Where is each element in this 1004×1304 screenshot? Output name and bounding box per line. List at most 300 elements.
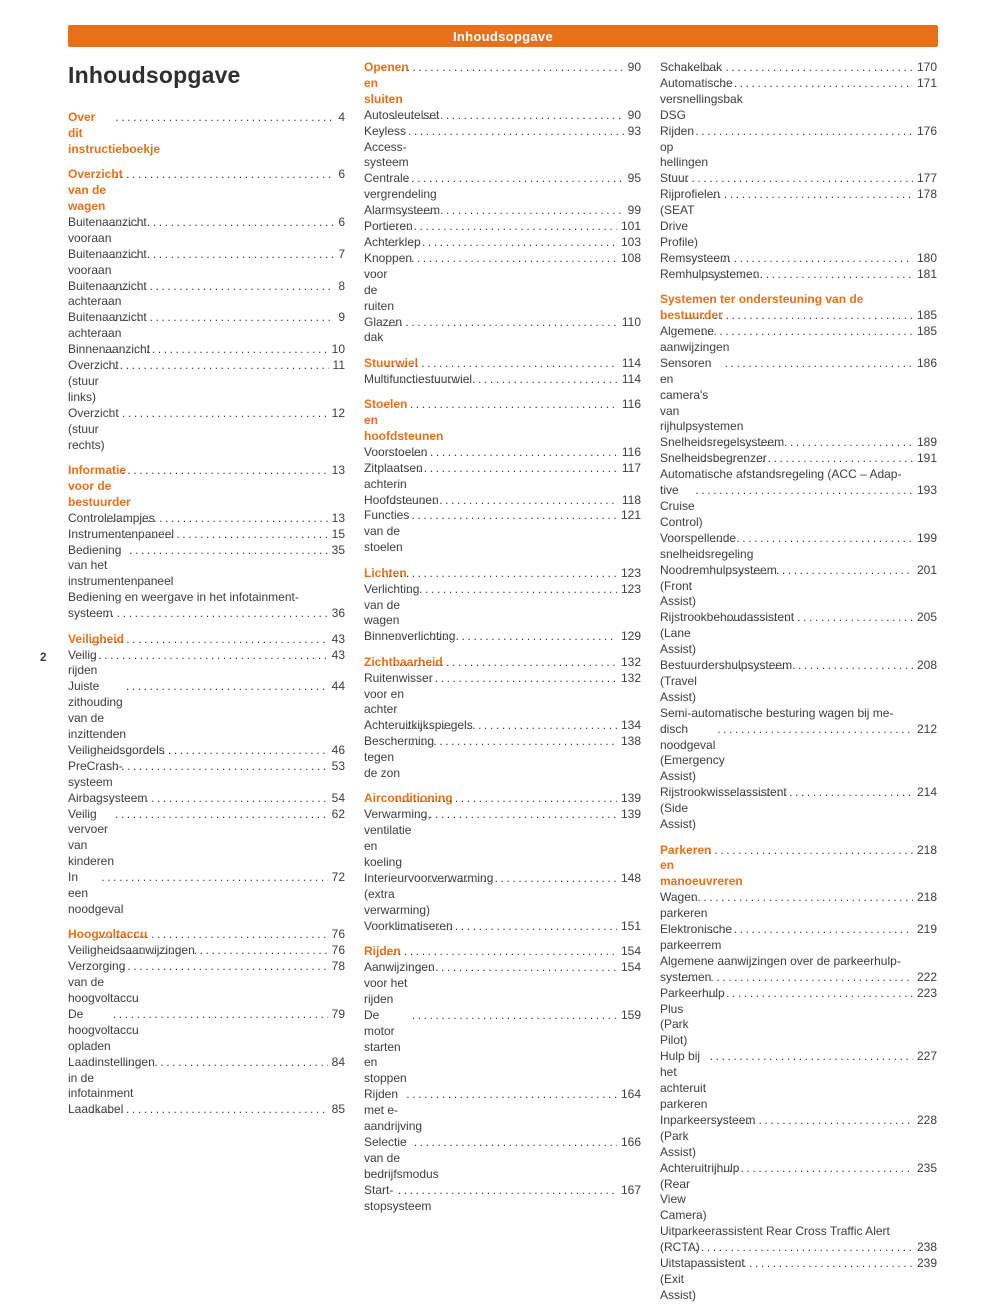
dot-leader xyxy=(388,315,618,331)
toc-entry xyxy=(660,76,937,124)
toc-page-number: 13 xyxy=(331,463,345,478)
toc-entry xyxy=(660,1224,937,1240)
dot-leader xyxy=(721,658,913,674)
toc-entry xyxy=(364,372,641,388)
toc-entry-label: Veiligheidsaanwijzingen xyxy=(68,943,195,958)
toc-heading xyxy=(364,944,641,960)
toc-entry-label: Airconditioning xyxy=(364,791,453,806)
toc-heading xyxy=(660,308,937,324)
dot-leader xyxy=(392,493,618,509)
toc-entry-label: Elektronische parkeerrem xyxy=(660,922,733,952)
toc-entry xyxy=(364,718,641,734)
dot-leader xyxy=(708,843,913,859)
toc-heading xyxy=(68,110,345,158)
toc-page-number: 116 xyxy=(621,444,641,459)
dot-leader xyxy=(716,76,913,92)
toc-entry xyxy=(68,648,345,680)
toc-entry-label: systemen xyxy=(660,969,712,984)
toc-page-number: 85 xyxy=(331,1102,345,1117)
toc-entry-label: Bestuurdershulpsysteem (Travel Assist) xyxy=(660,658,793,704)
dot-leader xyxy=(401,60,624,76)
toc-heading xyxy=(364,60,641,108)
dot-leader xyxy=(695,483,913,499)
toc-entry-label: Bediening en weergave in het infotainment- xyxy=(68,590,299,605)
dot-leader xyxy=(410,397,618,413)
toc-entry-label: (RCTA) xyxy=(660,1240,700,1255)
toc-page-number: 177 xyxy=(916,171,937,186)
toc-page-number: 170 xyxy=(916,60,937,74)
toc-entry-label: Rijden met e-aandrijving xyxy=(364,1087,423,1134)
dot-leader xyxy=(429,871,617,887)
toc-page-number: 116 xyxy=(621,397,641,412)
toc-page-number: 239 xyxy=(916,1256,937,1271)
toc-entry xyxy=(364,124,641,172)
toc-entry-label: Achteruitrijhulp (Rear View Camera) xyxy=(660,1160,740,1223)
dot-leader xyxy=(110,406,328,422)
toc-entry-label: Voorspellende snelheidsregeling xyxy=(660,530,754,561)
toc-page-number: 9 xyxy=(338,310,345,325)
toc-entry xyxy=(364,445,641,461)
toc-entry xyxy=(660,267,937,283)
toc-entry xyxy=(660,890,937,922)
dot-leader xyxy=(392,108,623,124)
toc-entry xyxy=(68,215,345,247)
dot-leader xyxy=(710,1049,913,1065)
dot-leader xyxy=(113,1007,328,1023)
toc-entry xyxy=(660,610,937,658)
toc-entry-label: Hulp bij het achteruit parkeren xyxy=(660,1049,708,1111)
toc-page-number: 108 xyxy=(620,250,641,265)
dot-leader xyxy=(388,445,617,461)
toc-entry-label: Functies van de stoelen xyxy=(364,508,410,555)
dot-leader xyxy=(111,943,328,959)
header-title: Inhoudsopgave xyxy=(453,28,553,44)
toc-page-number: 8 xyxy=(338,278,345,293)
toc-entry xyxy=(660,356,937,436)
dot-leader xyxy=(111,247,334,263)
toc-entry-label: Keyless Access-systeem xyxy=(364,123,409,170)
toc-entry-label: bestuurder xyxy=(660,308,723,323)
dot-leader xyxy=(718,785,913,801)
toc-page-number: 181 xyxy=(916,266,937,281)
toc-entry xyxy=(68,807,345,871)
toc-entry-label: Snelheidsregelsysteem xyxy=(660,435,785,450)
toc-page-number: 101 xyxy=(620,219,641,234)
dot-leader xyxy=(121,463,327,479)
dot-leader xyxy=(694,267,912,283)
toc-entry xyxy=(364,219,641,235)
toc-page-number: 228 xyxy=(916,1112,937,1127)
toc-entry-label: Laadinstellingen in de infotainment xyxy=(68,1054,155,1101)
dot-leader xyxy=(121,959,327,975)
toc-page-number: 154 xyxy=(620,960,641,975)
toc-entry-label: Portieren xyxy=(364,219,413,234)
toc-page-number: 134 xyxy=(620,718,641,733)
toc-entry xyxy=(660,531,937,563)
toc-page-number: 176 xyxy=(916,123,937,138)
dot-leader xyxy=(126,679,328,695)
toc-page-number: 185 xyxy=(916,324,937,338)
toc-entry-label: Over dit instructieboekje xyxy=(68,110,161,156)
toc-entry xyxy=(364,235,641,251)
dot-leader xyxy=(711,1113,913,1129)
toc-page-number: 180 xyxy=(916,250,937,265)
dot-leader xyxy=(92,648,327,664)
toc-entry-label: Binnenverlichting xyxy=(364,629,456,644)
dot-leader xyxy=(380,944,617,960)
toc-entry xyxy=(68,406,345,454)
toc-page-number: 139 xyxy=(620,807,641,822)
toc-entry xyxy=(364,1008,641,1088)
toc-entry xyxy=(660,171,937,187)
dot-leader xyxy=(129,543,328,559)
toc-entry xyxy=(660,970,937,986)
toc-entry-label: Remhulpsystemen xyxy=(660,266,760,281)
dot-leader xyxy=(98,342,327,358)
dot-leader xyxy=(717,563,913,579)
toc-page-number: 171 xyxy=(916,75,937,90)
toc-entry xyxy=(364,1183,641,1215)
toc-page-number: 76 xyxy=(331,927,345,942)
toc-page-number: 219 xyxy=(916,922,937,937)
toc-entry-label: Interieurvoorverwarming (extra verwarming) xyxy=(364,871,494,917)
toc-heading xyxy=(660,843,937,891)
toc-page-number: 72 xyxy=(331,870,345,885)
toc-page-number: 79 xyxy=(331,1006,345,1021)
toc-entry-label: Voorstoelen xyxy=(364,444,428,459)
toc-entry-label: Semi-automatische besturing wagen bij me- xyxy=(660,705,894,720)
toc-page-number: 78 xyxy=(331,959,345,974)
toc-entry xyxy=(364,108,641,124)
toc-page-number: 15 xyxy=(331,526,345,541)
toc-entry xyxy=(660,435,937,451)
toc-page-number: 114 xyxy=(621,355,641,370)
dot-leader xyxy=(98,791,328,807)
toc-entry-label: Ruitenwisser voor en achter xyxy=(364,670,433,717)
toc-page-number: 36 xyxy=(331,606,345,621)
toc-page-number: 117 xyxy=(621,460,641,475)
toc-page-number: 208 xyxy=(916,658,937,673)
toc-entry xyxy=(660,986,937,1050)
toc-page-number: 123 xyxy=(620,565,641,580)
toc-page-number: 93 xyxy=(627,123,641,138)
toc-entry xyxy=(68,1055,345,1103)
dot-leader xyxy=(717,722,913,738)
toc-entry xyxy=(68,791,345,807)
toc-entry xyxy=(68,1102,345,1118)
dot-leader xyxy=(384,219,617,235)
dot-leader xyxy=(708,986,913,1002)
toc-page-number: 201 xyxy=(916,562,937,577)
dot-leader xyxy=(681,970,913,986)
toc-page-number: 159 xyxy=(620,1007,641,1022)
toc-entry-label: tive Cruise Control) xyxy=(660,483,703,529)
toc-entry-label: Rijstrookbehoudassistent (Lane Assist) xyxy=(660,610,795,657)
toc-entry xyxy=(364,493,641,509)
toc-entry xyxy=(660,1161,937,1225)
toc-entry-label: Schakelbak xyxy=(660,60,723,74)
toc-entry-label: Alarmsysteem xyxy=(364,203,441,218)
toc-page-number: 10 xyxy=(331,342,345,357)
toc-entry-label: Parkeren en manoeuvreren xyxy=(660,842,743,889)
toc-heading xyxy=(364,791,641,807)
toc-entry xyxy=(364,315,641,347)
toc-entry-label: Automatische versnellingsbak DSG xyxy=(660,75,743,122)
toc-entry xyxy=(660,187,937,251)
dot-leader xyxy=(405,251,617,267)
toc-entry-label: Remsysteem xyxy=(660,250,731,265)
dot-leader xyxy=(103,743,328,759)
toc-entry xyxy=(660,324,937,356)
dot-leader xyxy=(410,734,617,750)
toc-page-number: 139 xyxy=(620,791,641,806)
dot-leader xyxy=(712,187,913,203)
page-title: Inhoudsopgave xyxy=(68,62,241,88)
toc-page-number: 148 xyxy=(620,871,641,885)
dot-leader xyxy=(108,358,329,374)
toc-page-number: 6 xyxy=(338,167,345,182)
toc-entry-label: Bediening van het instrumentenpaneel xyxy=(68,542,174,589)
dot-leader xyxy=(701,435,913,451)
toc-entry xyxy=(68,358,345,406)
toc-entry-label: Informatie voor de bestuurder xyxy=(68,463,131,509)
dot-leader xyxy=(713,531,913,547)
toc-page-number: 186 xyxy=(916,355,937,370)
toc-page-number: 178 xyxy=(916,187,937,202)
toc-entry-label: Veiligheidsgordels xyxy=(68,742,165,757)
toc-entry xyxy=(364,807,641,871)
dot-leader xyxy=(725,356,913,372)
toc-page-number: 99 xyxy=(627,203,641,218)
dot-leader xyxy=(686,251,913,267)
toc-entry-label: Zichtbaarheid xyxy=(364,654,443,669)
toc-page-number: 191 xyxy=(916,451,937,466)
toc-page-number: 154 xyxy=(620,944,641,959)
dot-leader xyxy=(115,110,334,126)
toc-entry-label: Buitenaanzicht achteraan xyxy=(68,278,147,309)
toc-entry-label: Overzicht (stuur rechts) xyxy=(68,405,119,452)
toc-entry-label: Snelheidsbegrenzer xyxy=(660,451,767,466)
toc-page-number: 132 xyxy=(620,654,641,669)
toc-page-number: 90 xyxy=(627,107,641,122)
dot-leader xyxy=(717,1161,913,1177)
toc-page-number: 95 xyxy=(627,171,641,186)
dot-leader xyxy=(90,1102,327,1118)
toc-entry xyxy=(660,124,937,172)
dot-leader xyxy=(405,171,623,187)
toc-entry xyxy=(68,511,345,527)
toc-page-number: 11 xyxy=(332,358,345,373)
toc-entry xyxy=(364,960,641,1008)
toc-entry xyxy=(68,543,345,591)
toc-entry xyxy=(68,943,345,959)
toc-entry-label: PreCrash-systeem xyxy=(68,758,123,789)
toc-entry-label: Voorklimatiseren xyxy=(364,918,453,933)
dot-leader xyxy=(100,511,328,527)
toc-page-number: 7 xyxy=(338,246,345,261)
toc-entry xyxy=(68,606,345,622)
dot-leader xyxy=(414,1135,617,1151)
toc-page-number: 54 xyxy=(331,790,345,805)
toc-entry-label: De hoogvoltaccu opladen xyxy=(68,1006,139,1053)
dot-leader xyxy=(704,922,913,938)
dot-leader xyxy=(696,451,913,467)
dot-leader xyxy=(91,632,328,648)
toc-entry xyxy=(68,342,345,358)
toc-heading xyxy=(660,292,937,308)
toc-entry xyxy=(660,483,937,531)
toc-page-number: 103 xyxy=(620,234,641,249)
toc-entry xyxy=(660,1049,937,1113)
toc-entry-label: Autosleutelset xyxy=(364,107,440,122)
toc-entry-label: Automatische afstandsregeling (ACC – Adap- xyxy=(660,467,902,482)
toc-entry-label: Verwarming, ventilatie en koeling xyxy=(364,807,431,870)
toc-entry xyxy=(660,1256,937,1304)
toc-page-number: 238 xyxy=(916,1240,937,1255)
toc-heading xyxy=(364,356,641,372)
toc-entry xyxy=(364,734,641,782)
toc-entry-label: Lichten xyxy=(364,565,407,580)
toc-entry-label: Selectie van de bedrijfsmodus xyxy=(364,1135,439,1181)
toc-entry-label: Veiligheid xyxy=(68,631,125,646)
toc-entry-label: disch noodgeval (Emergency Assist) xyxy=(660,721,725,784)
dot-leader xyxy=(408,124,624,140)
toc-entry-label: systeem xyxy=(68,606,113,621)
toc-entry-label: Controlelampjes xyxy=(68,510,155,525)
toc-entry xyxy=(364,508,641,556)
toc-page-number: 132 xyxy=(620,670,641,685)
dot-leader xyxy=(406,508,617,524)
dot-leader xyxy=(396,629,617,645)
toc-entry-label: Juiste zithouding van de inzittenden xyxy=(68,679,127,742)
toc-entry-label: Algemene aanwijzingen xyxy=(660,324,730,354)
toc-entry xyxy=(364,1135,641,1183)
toc-entry-label: Achteruitkijkspiegels xyxy=(364,718,473,733)
toc-entry-label: Buitenaanzicht vooraan xyxy=(68,214,147,245)
toc-column-2 xyxy=(364,60,641,1304)
toc-page-number: 235 xyxy=(916,1160,937,1175)
toc-entry xyxy=(364,251,641,315)
dot-leader xyxy=(691,890,913,906)
toc-entry xyxy=(364,1087,641,1135)
dot-leader xyxy=(684,60,913,76)
dot-leader xyxy=(677,1240,913,1256)
toc-entry xyxy=(68,590,345,606)
toc-page-number: 114 xyxy=(621,371,641,386)
toc-entry-label: Noodremhulpsysteem (Front Assist) xyxy=(660,562,777,609)
toc-entry xyxy=(660,1240,937,1256)
toc-entry xyxy=(364,629,641,645)
dot-leader xyxy=(396,791,617,807)
toc-entry-label: Overzicht (stuur links) xyxy=(68,358,119,404)
dot-leader xyxy=(407,582,617,598)
toc-entry xyxy=(660,251,937,267)
toc-entry-label: Uitstapassistent (Exit Assist) xyxy=(660,1256,745,1302)
toc-entry xyxy=(364,919,641,935)
toc-entry xyxy=(68,1007,345,1055)
toc-heading xyxy=(68,632,345,648)
toc-entry xyxy=(660,954,937,970)
dot-leader xyxy=(406,1087,617,1103)
toc-page-number: 212 xyxy=(916,721,937,736)
toc-entry-label: Verlichting van de wagen xyxy=(364,581,420,628)
dot-leader xyxy=(417,807,617,823)
toc-page-number: 90 xyxy=(627,60,641,74)
toc-entry-label: Rijstrookwisselassistent (Side Assist) xyxy=(660,785,787,832)
toc-entry-label: Hoogvoltaccu xyxy=(68,927,148,942)
toc-entry-label: Binnenaanzicht xyxy=(68,342,151,357)
toc-page-number: 185 xyxy=(916,308,937,323)
toc-entry xyxy=(68,959,345,1007)
toc-entry-label: Stuur xyxy=(660,171,689,186)
dot-leader xyxy=(695,124,913,140)
toc-page-number: 84 xyxy=(331,1054,345,1069)
toc-heading xyxy=(364,655,641,671)
toc-entry xyxy=(68,679,345,743)
toc-entry-label: Verzorging van de hoogvoltaccu xyxy=(68,959,139,1006)
toc-entry-label: Hoofdsteunen xyxy=(364,492,439,507)
toc-page-number: 123 xyxy=(620,581,641,596)
toc-page-number: 129 xyxy=(620,629,641,644)
toc-page-number: 121 xyxy=(620,508,641,523)
toc-entry xyxy=(660,60,937,76)
dot-leader xyxy=(702,324,913,340)
toc-page-number: 223 xyxy=(916,985,937,1000)
toc-entry-label: De motor starten en stoppen xyxy=(364,1007,407,1086)
toc-entry xyxy=(660,706,937,722)
toc-entry-label: Inparkeersysteem (Park Assist) xyxy=(660,1112,756,1159)
toc-entry-label: Stuurwiel xyxy=(364,355,419,370)
dot-leader xyxy=(386,235,617,251)
toc-page-number: 151 xyxy=(620,918,641,933)
toc-page-number: 214 xyxy=(916,785,937,800)
dot-leader xyxy=(125,1055,328,1071)
toc-entry-label: Multifunctiestuurwiel xyxy=(364,371,473,386)
dot-leader xyxy=(98,927,328,943)
toc-page-number: 4 xyxy=(338,110,345,124)
toc-entry xyxy=(364,171,641,203)
toc-entry-label: Wagen parkeren xyxy=(660,890,708,921)
toc-page-number: 12 xyxy=(331,405,345,420)
dot-leader xyxy=(382,566,617,582)
toc-column-1 xyxy=(68,60,345,1304)
page-header-bar xyxy=(68,25,938,47)
dot-leader xyxy=(401,372,618,388)
toc-heading xyxy=(68,927,345,943)
dot-leader xyxy=(101,870,327,886)
toc-entry-label: In een noodgeval xyxy=(68,870,124,916)
toc-heading xyxy=(68,167,345,215)
toc-entry-label: Zitplaatsen achterin xyxy=(364,460,423,491)
toc-page-number: 166 xyxy=(620,1135,641,1149)
toc-entry-label: Uitparkeerassistent Rear Cross Traffic Alert xyxy=(660,1224,890,1239)
toc-entry xyxy=(660,658,937,706)
dot-leader xyxy=(114,310,334,326)
toc-page-number: 6 xyxy=(338,214,345,229)
toc-entry xyxy=(68,743,345,759)
toc-entry xyxy=(364,671,641,719)
toc-page-number: 43 xyxy=(331,631,345,646)
dot-leader xyxy=(707,1256,912,1272)
footer-page-number: 2 xyxy=(40,652,47,664)
dot-leader xyxy=(114,279,334,295)
toc-entry-label: Systemen ter ondersteuning van de xyxy=(660,292,864,307)
dot-leader xyxy=(396,919,617,935)
toc-entry-label: Bescherming tegen de zon xyxy=(364,734,435,781)
toc-page-number: 13 xyxy=(331,510,345,525)
toc-page-number: 44 xyxy=(331,679,345,694)
dot-leader xyxy=(393,655,617,671)
